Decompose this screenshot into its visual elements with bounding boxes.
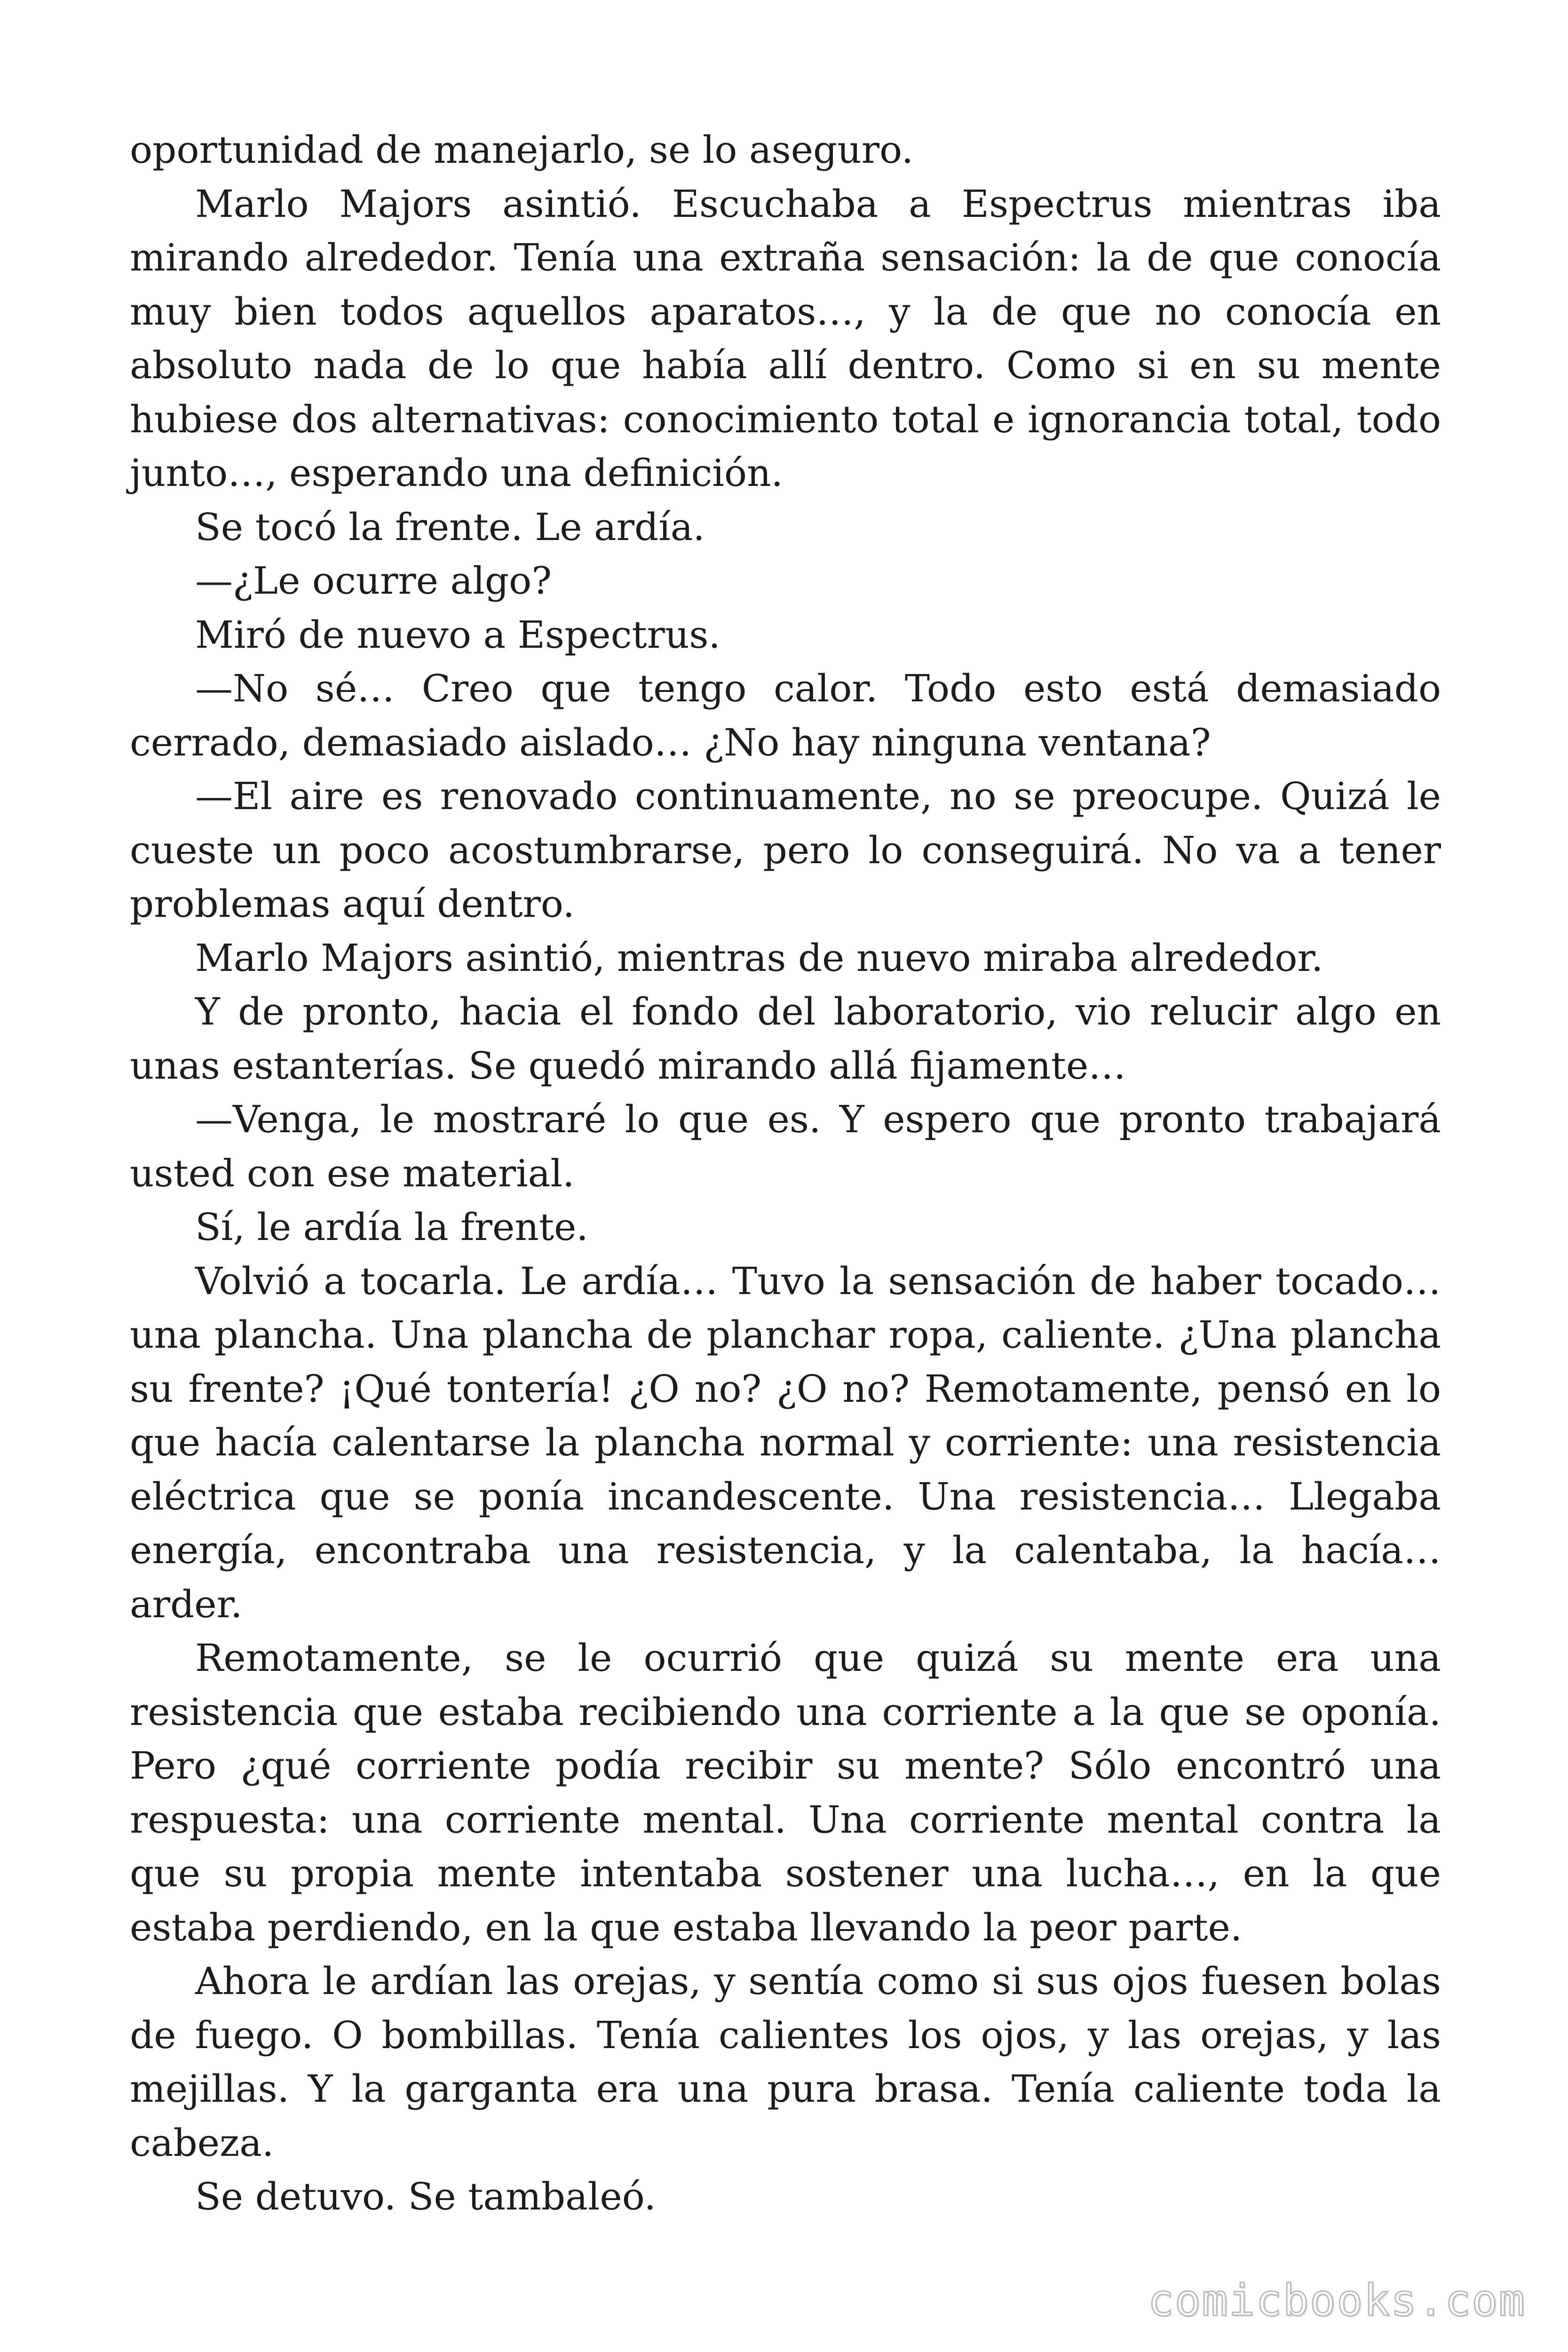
watermark: comicbooks.com [1148,2275,1526,2326]
body-text [130,123,1441,2224]
paragraph-8: Marlo Majors asintió, mientras de nuevo miraba alrededor. [195,936,1323,980]
paragraph-13: Remotamente, se le ocurrió que quizá su mente era una resistencia que estaba recibiendo una corriente a la que se oponía. Pero ¿qué corriente podía recibir su mente? Sólo encontró una respuesta: una corriente mental. Una corriente mental contra la que su propia mente intentaba sostener una lucha…, en la que estaba perdiendo, en la que estaba llevando la peor parte. [130,1636,1441,1949]
paragraph-2: Marlo Majors asintió. Escuchaba a Espectrus mientras iba mirando alrededor. Tenía una extraña sensación: la de que conocía muy bien todos aquellos aparatos…, y la de que no conocía en absoluto nada de lo que había allí dentro. Como si en su mente hubiese dos alternativas: conocimiento total e ignorancia total, todo junto…, esperando una definición. [130,182,1441,495]
paragraph-11: Sí, le ardía la frente. [195,1205,588,1249]
paragraph-10: —Venga, le mostraré lo que es. Y espero que pronto trabajará usted con ese material. [130,1097,1441,1195]
paragraph-9: Y de pronto, hacia el fondo del laboratorio, vio relucir algo en unas estanterías. Se quedó mirando allá fijamente… [130,990,1441,1088]
paragraph-15: Se detuvo. Se tambaleó. [195,2175,656,2218]
paragraph-5: Miró de nuevo a Espectrus. [195,612,721,657]
paragraph-3: Se tocó la frente. Le ardía. [195,505,705,549]
paragraph-4: —¿Le ocurre algo? [195,559,552,603]
paragraph-7: —El aire es renovado continuamente, no se preocupe. Quizá le cueste un poco acostumbrarse, pero lo conseguirá. No va a tener problemas aquí dentro. [130,774,1441,926]
paragraph-14: Ahora le ardían las orejas, y sentía como si sus ojos fuesen bolas de fuego. O bombillas. Tenía calientes los ojos, y las orejas, y las mejillas. Y la garganta era una pura brasa. Tenía caliente toda la cabeza. [130,1959,1441,2165]
paragraph-1: oportunidad de manejarlo, se lo aseguro. [130,128,914,172]
paragraph-12: Volvió a tocarla. Le ardía… Tuvo la sensación de haber tocado… una plancha. Una plancha de planchar ropa, caliente. ¿Una plancha su frente? ¡Qué tontería! ¿O no? ¿O no? Remotamente, pensó en lo que hacía calentarse la plancha normal y corriente: una resistencia eléctrica que se ponía incandescente. Una resistencia… Llegaba energía, encontraba una resistencia, y la calentaba, la hacía… arder. [130,1259,1441,1626]
paragraph-6: —No sé… Creo que tengo calor. Todo esto está demasiado cerrado, demasiado aislado… ¿No hay ninguna ventana? [130,667,1441,764]
